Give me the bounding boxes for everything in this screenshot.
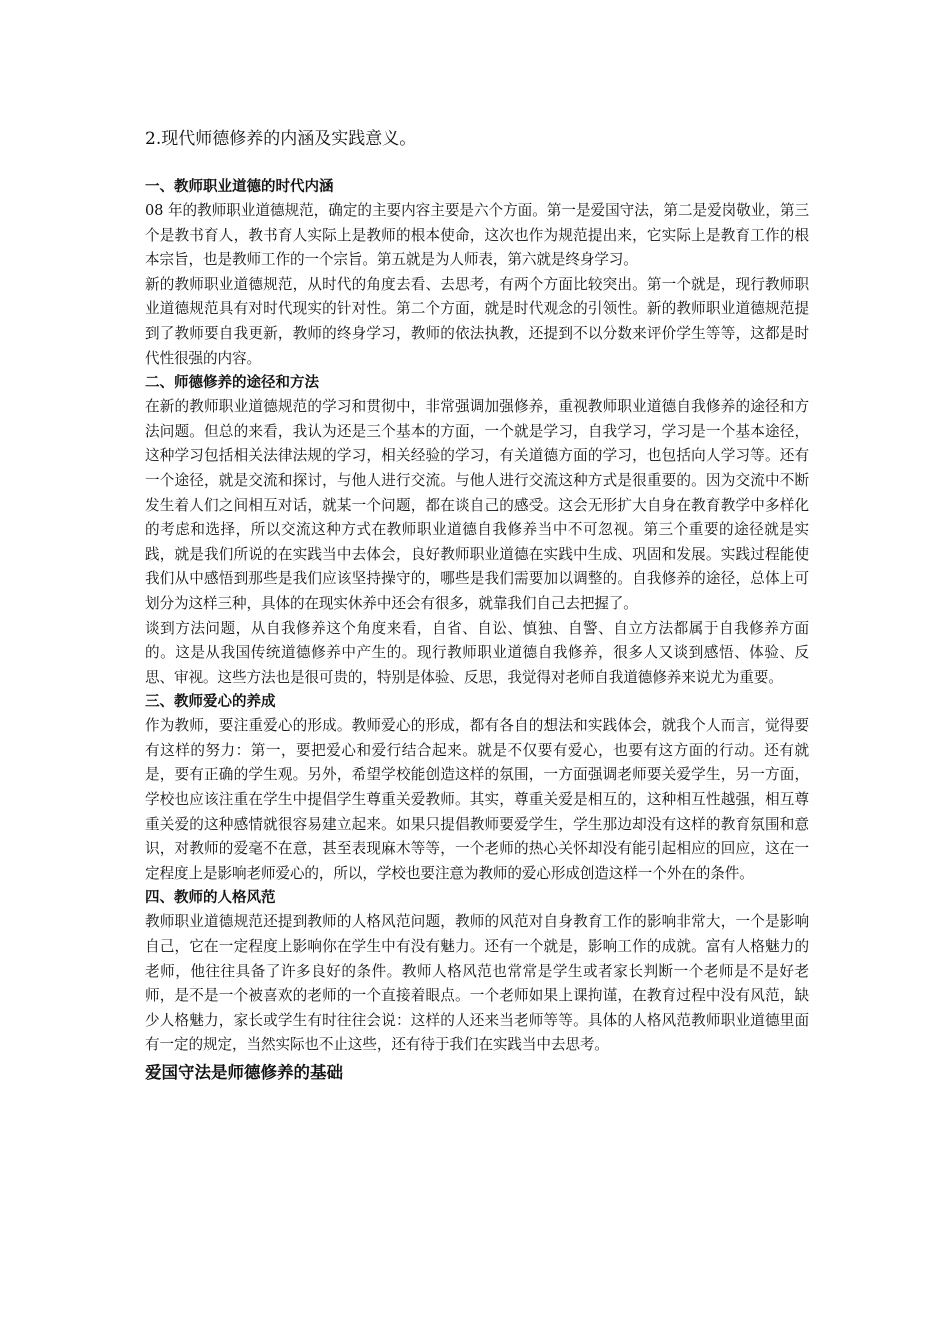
- section-teacher-love: [145, 690, 809, 886]
- paragraph: 谈到方法问题，从自我修养这个角度来看，自省、自讼、慎独、自警、自立方法都属于自我修养方面的。这是从我国传统道德修养中产生的。现行教师职业道德自我修养，很多人又谈到感悟、体验、反思、审视。这些方法也是很可贵的，特别是体验、反思，我觉得对老师自我道德修养来说尤为重要。: [145, 619, 809, 686]
- section-heading: 四、教师的人格风范: [145, 890, 276, 907]
- paragraph: 作为教师，要注重爱心的形成。教师爱心的形成，都有各自的想法和实践体会，就我个人而言，觉得要有这样的努力：第一，要把爱心和爱行结合起来。就是不仅要有爱心，也要有这方面的行动。还有就是，要有正确的学生观。另外，希望学校能创造这样的氛围，一方面强调老师要关爱学生，另一方面，学校也应该注重在学生中提倡学生尊重关爱教师。其实，尊重关爱是相互的，这种相互性越强，相互尊重关爱的这种感情就很容易建立起来。如果只提倡教师要爱学生，学生那边却没有这样的教育氛围和意识，对教师的爱毫不在意，甚至表现麻木等等，一个老师的热心关怀却没有能引起相应的回应，这在一定程度上是影响老师爱心的，所以，学校也要注意为教师的爱心形成创造这样一个外在的条件。: [145, 717, 809, 882]
- section-era-connotation: [145, 175, 809, 371]
- paragraph: 在新的教师职业道德规范的学习和贯彻中，非常强调加强修养，重视教师职业道德自我修养的途径和方法问题。但总的来看，我认为还是三个基本的方面，一个就是学习，自我学习，学习是一个基本途径，这种学习包括相关法律法规的学习，相关经验的学习，有关道德方面的学习，也包括向人学习等。还有一个途径，就是交流和探讨，与他人进行交流。与他人进行交流这种方式是很重要的。因为交流中不断发生着人们之间相互对话，就某一个问题，都在谈自己的感受。这会无形扩大自身在教育教学中多样化的考虑和选择，所以交流这种方式在教师职业道德自我修养当中不可忽视。第三个重要的途径就是实践，就是我们所说的在实践当中去体会，良好教师职业道德在实践中生成、巩固和发展。实践过程能使我们从中感悟到那些是我们应该坚持操守的，哪些是我们需要加以调整的。自我修养的途径，总体上可划分为这样三种，具体的在现实休养中还会有很多，就靠我们自己去把握了。: [145, 398, 809, 612]
- section-personality-demeanor: [145, 886, 809, 1058]
- section-cultivation-methods: [145, 371, 809, 690]
- closing-heading: 爱国守法是师德修养的基础: [145, 1063, 343, 1082]
- document-title: 2.现代师德修养的内涵及实践意义。: [145, 129, 417, 149]
- paragraph: 新的教师职业道德规范，从时代的角度去看、去思考，有两个方面比较突出。第一个就是，现行教师职业道德规范具有对时代现实的针对性。第二个方面，就是时代观念的引领性。新的教师职业道德规范提到了教师要自我更新，教师的终身学习，教师的依法执教，还提到不以分数来评价学生等等，这都是时代性很强的内容。: [145, 275, 809, 367]
- section-heading: 一、教师职业道德的时代内涵: [145, 179, 334, 195]
- document-body: [145, 175, 809, 1086]
- section-heading: 二、师德修养的途径和方法: [145, 375, 319, 392]
- section-heading: 三、教师爱心的养成: [145, 694, 276, 711]
- paragraph: 教师职业道德规范还提到教师的人格风范问题，教师的风范对自身教育工作的影响非常大，一个是影响自己，它在一定程度上影响你在学生中有没有魅力。还有一个就是，影响工作的成就。富有人格魅力的老师，他往往具备了许多良好的条件。教师人格风范也常常是学生或者家长判断一个老师是不是好老师，是不是一个被喜欢的老师的一个直接着眼点。一个老师如果上课拘谨，在教育过程中没有风范，缺少人格魅力，家长或学生有时往往会说：这样的人还来当老师等等。具体的人格风范教师职业道德里面有一定的规定，当然实际也不止这些，还有待于我们在实践当中去思考。: [145, 913, 809, 1054]
- paragraph: 08 年的教师职业道德规范，确定的主要内容主要是六个方面。第一是爱国守法，第二是爱岗敬业，第三个是教书育人，教书育人实际上是教师的根本使命，这次也作为规范提出来，它实际上是教育工作的根本宗旨，也是教师工作的一个宗旨。第五就是为人师表，第六就是终身学习。: [145, 202, 809, 269]
